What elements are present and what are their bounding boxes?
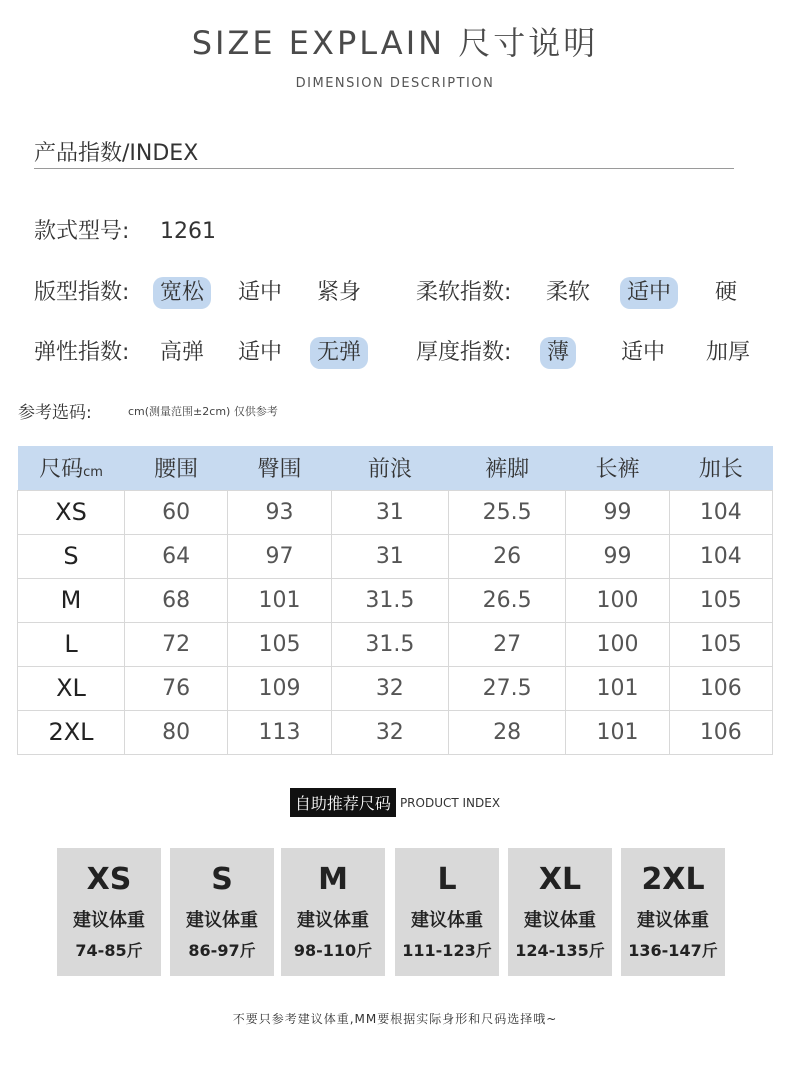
- softness-option: 柔软: [546, 280, 591, 305]
- value-cell: 97: [228, 534, 331, 578]
- value-cell: 72: [125, 622, 228, 666]
- header-cell: 裤脚: [448, 446, 565, 490]
- size-cell: XL: [18, 666, 125, 710]
- recommend-heading: [0, 788, 790, 817]
- card-range: 136-147斤: [628, 941, 718, 960]
- header-cell: 臀围: [228, 446, 331, 490]
- card-range: 74-85斤: [75, 941, 143, 960]
- value-cell: 101: [566, 666, 669, 710]
- card-size: S: [211, 862, 233, 897]
- fit-option: 紧身: [317, 280, 362, 305]
- size-cell: L: [18, 622, 125, 666]
- header-cell: 长裤: [566, 446, 669, 490]
- value-cell: 31.5: [331, 578, 448, 622]
- thickness-label: 厚度指数:: [416, 340, 512, 365]
- size-cell: 2XL: [18, 710, 125, 754]
- card-size: XS: [86, 862, 132, 897]
- value-cell: 106: [669, 666, 772, 710]
- size-cell: M: [18, 578, 125, 622]
- card-label: 建议体重: [73, 910, 145, 931]
- thickness-option: 适中: [621, 340, 666, 365]
- table-row: [18, 490, 773, 534]
- fit-option: 宽松: [153, 277, 211, 309]
- fit-option: 适中: [238, 280, 283, 305]
- size-card: [57, 848, 161, 976]
- softness-option: 硬: [715, 280, 738, 305]
- size-card: [170, 848, 274, 976]
- fit-label: 版型指数:: [34, 280, 130, 305]
- size-reference-label: 参考选码:: [18, 403, 92, 423]
- elasticity-option: 无弹: [310, 337, 368, 369]
- value-cell: 100: [566, 578, 669, 622]
- size-card: [281, 848, 385, 976]
- size-card: [508, 848, 612, 976]
- card-size: M: [318, 862, 348, 897]
- size-cell: S: [18, 534, 125, 578]
- section-divider: [34, 168, 734, 169]
- recommend-cards: [57, 848, 727, 976]
- page-subtitle: DIMENSION DESCRIPTION: [295, 76, 495, 91]
- value-cell: 99: [566, 534, 669, 578]
- value-cell: 28: [448, 710, 565, 754]
- elasticity-option: 高弹: [160, 340, 205, 365]
- header-size: 尺码cm: [18, 446, 125, 490]
- value-cell: 105: [228, 622, 331, 666]
- size-table: [17, 446, 773, 755]
- header-cell: 加长: [669, 446, 772, 490]
- value-cell: 32: [331, 710, 448, 754]
- value-cell: 105: [669, 622, 772, 666]
- size-card: [621, 848, 725, 976]
- value-cell: 105: [669, 578, 772, 622]
- size-card: [395, 848, 499, 976]
- card-size: XL: [538, 862, 582, 897]
- card-range: 111-123斤: [402, 941, 492, 960]
- size-reference-note: cm(测量范围±2cm) 仅供参考: [128, 405, 278, 418]
- table-row: [18, 534, 773, 578]
- size-cell: XS: [18, 490, 125, 534]
- value-cell: 101: [566, 710, 669, 754]
- value-cell: 109: [228, 666, 331, 710]
- softness-option: 适中: [620, 277, 678, 309]
- card-range: 124-135斤: [515, 941, 605, 960]
- card-label: 建议体重: [524, 910, 596, 931]
- value-cell: 27.5: [448, 666, 565, 710]
- recommend-badge: 自助推荐尺码: [290, 788, 396, 817]
- model-label: 款式型号:: [34, 219, 130, 244]
- value-cell: 76: [125, 666, 228, 710]
- card-range: 98-110斤: [293, 941, 373, 960]
- value-cell: 60: [125, 490, 228, 534]
- page-title: SIZE EXPLAIN 尺寸说明: [191, 24, 599, 62]
- value-cell: 64: [125, 534, 228, 578]
- card-label: 建议体重: [637, 910, 709, 931]
- value-cell: 80: [125, 710, 228, 754]
- value-cell: 93: [228, 490, 331, 534]
- card-label: 建议体重: [297, 910, 369, 931]
- value-cell: 31: [331, 534, 448, 578]
- value-cell: 113: [228, 710, 331, 754]
- header-unit: cm: [83, 465, 103, 481]
- model-value: 1261: [160, 219, 216, 244]
- value-cell: 31: [331, 490, 448, 534]
- recommend-badge-en: PRODUCT INDEX: [399, 795, 501, 810]
- value-cell: 68: [125, 578, 228, 622]
- card-label: 建议体重: [186, 910, 258, 931]
- elasticity-option: 适中: [238, 340, 283, 365]
- value-cell: 31.5: [331, 622, 448, 666]
- value-cell: 99: [566, 490, 669, 534]
- table-row: [18, 710, 773, 754]
- table-row: [18, 666, 773, 710]
- thickness-option: 加厚: [706, 340, 751, 365]
- table-row: [18, 578, 773, 622]
- footer-note: 不要只参考建议体重,MM要根据实际身形和尺码选择哦~: [232, 1012, 558, 1026]
- value-cell: 32: [331, 666, 448, 710]
- value-cell: 26.5: [448, 578, 565, 622]
- value-cell: 106: [669, 710, 772, 754]
- section-heading: 产品指数/INDEX: [34, 141, 199, 166]
- value-cell: 25.5: [448, 490, 565, 534]
- value-cell: 100: [566, 622, 669, 666]
- value-cell: 27: [448, 622, 565, 666]
- thickness-option: 薄: [540, 337, 576, 369]
- header-cell: 腰围: [125, 446, 228, 490]
- card-size: L: [437, 862, 457, 897]
- card-size: 2XL: [641, 862, 705, 897]
- table-row: [18, 622, 773, 666]
- value-cell: 26: [448, 534, 565, 578]
- softness-label: 柔软指数:: [416, 280, 512, 305]
- elasticity-label: 弹性指数:: [34, 340, 130, 365]
- card-range: 86-97斤: [188, 941, 256, 960]
- value-cell: 104: [669, 490, 772, 534]
- value-cell: 101: [228, 578, 331, 622]
- value-cell: 104: [669, 534, 772, 578]
- size-table-header: [18, 446, 773, 490]
- card-label: 建议体重: [411, 910, 483, 931]
- header-cell: 前浪: [331, 446, 448, 490]
